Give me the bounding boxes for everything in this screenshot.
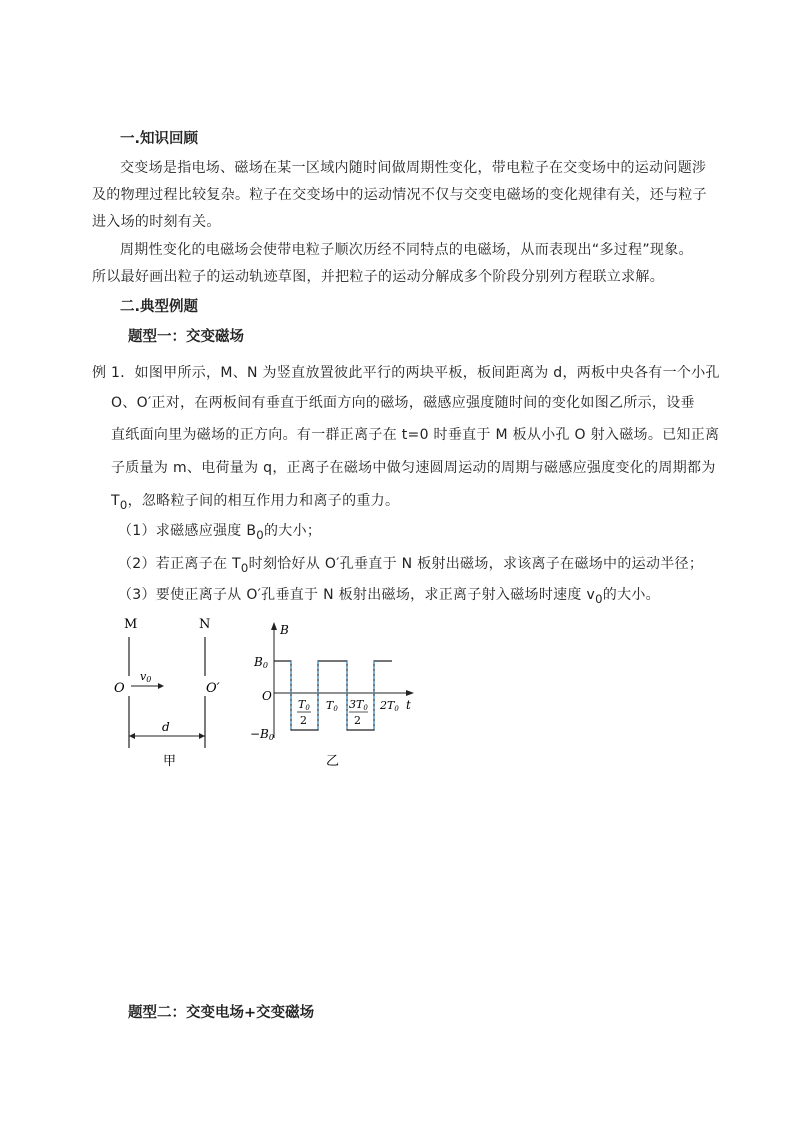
- section-heading-review: 一.知识回顾: [120, 131, 199, 147]
- paragraph-line: 周期性变化的电磁场会使带电粒子顺次历经不同特点的电磁场，从而表现出“多过程”现象。: [120, 242, 693, 258]
- section-heading-examples: 二.典型例题: [120, 299, 199, 315]
- paragraph-line: 及的物理过程比较复杂。粒子在交变场中的运动情况不仅与交变电磁场的变化规律有关，还与粒子: [92, 187, 707, 203]
- question-3: （3）要使正离子从 O′孔垂直于 N 板射出磁场，求正离子射入磁场时速度 $v_0$的大小。: [118, 587, 660, 606]
- hole-oprime-label: O′: [206, 681, 220, 696]
- question-2: （2）若正离子在 $T_0$时刻恰好从 O′孔垂直于 N 板射出磁场，求该离子在磁场中的运动半径；: [118, 556, 704, 575]
- paragraph-line: 进入场的时刻有关。: [92, 214, 221, 230]
- neg-b0-label: −B0: [250, 727, 274, 742]
- t-axis-label: t: [406, 698, 411, 712]
- tick-2t0: 2T0: [380, 699, 399, 713]
- tick-t0-half-den: 2: [300, 714, 307, 727]
- hole-o-label: O: [114, 681, 125, 696]
- tick-t0: T0: [326, 699, 338, 713]
- caption-yi: 乙: [326, 754, 340, 769]
- example-line: O、O′正对，在两板间有垂直于纸面方向的磁场，磁感应强度随时间的变化如图乙所示，设垂: [111, 395, 695, 411]
- caption-jia: 甲: [163, 754, 177, 769]
- b0-label: B0: [254, 655, 268, 670]
- plate-m-label: M: [124, 617, 138, 632]
- paragraph-line: 所以最好画出粒子的运动轨迹草图，并把粒子的运动分解成多个阶段分别列方程联立求解。: [92, 269, 664, 285]
- velocity-arrowhead: [158, 683, 164, 689]
- example-line: 例 1．如图甲所示，M、N 为竖直放置彼此平行的两块平板，板间距离为 d，两板中央各有一个小孔: [92, 365, 720, 381]
- type2-heading: 题型二：交变电场+交变磁场: [128, 1005, 315, 1021]
- figure-yi: [248, 618, 423, 773]
- plate-n-label: N: [199, 617, 211, 632]
- tick-3t0-half-num: 3T0: [349, 698, 368, 712]
- type1-heading: 题型一：交变磁场: [128, 329, 244, 345]
- b-axis-label: B: [280, 623, 289, 637]
- distance-label: d: [162, 720, 170, 734]
- example-line: 子质量为 m、电荷量为 q，正离子在磁场中做匀速圆周运动的周期与磁感应强度变化的周期都为: [111, 460, 716, 476]
- paragraph-line: 交变场是指电场、磁场在某一区域内随时间做周期性变化，带电粒子在交变场中的运动问题涉: [120, 160, 707, 176]
- tick-t0-half-num: T0: [298, 698, 310, 712]
- tick-3t0-half-den: 2: [354, 714, 361, 727]
- question-1: （1）求磁感应强度 $B_0$的大小；: [118, 523, 322, 542]
- velocity-label: v0: [140, 670, 152, 684]
- origin-label: O: [262, 689, 272, 703]
- example-line: 直纸面向里为磁场的正方向。有一群正离子在 t=0 时垂直于 M 板从小孔 O 射入磁场。已知正离: [111, 427, 720, 443]
- example-line: $T_0$，忽略粒子间的相互作用力和离子的重力。: [111, 493, 400, 512]
- figure-jia: [100, 610, 240, 770]
